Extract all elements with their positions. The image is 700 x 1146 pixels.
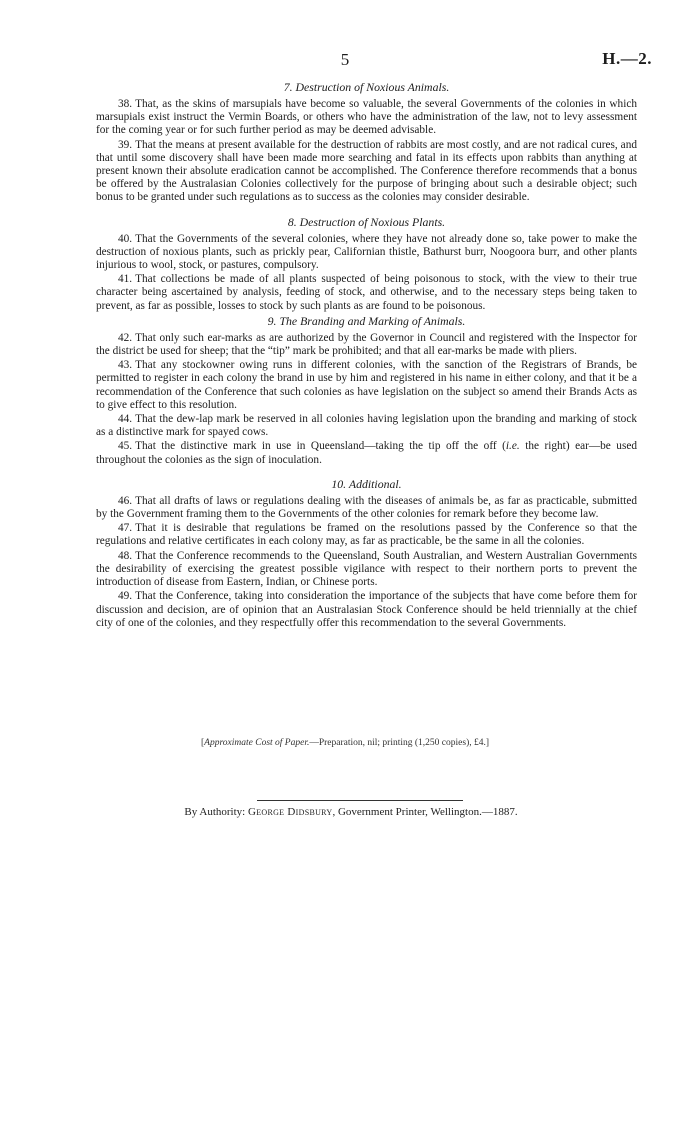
resolution-47 bbox=[96, 522, 637, 548]
footer-divider bbox=[257, 800, 463, 801]
resolution-number: 46. bbox=[118, 494, 133, 507]
resolution-41 bbox=[96, 273, 637, 313]
printer-imprint bbox=[0, 806, 700, 818]
resolution-40 bbox=[96, 233, 637, 273]
cost-of-paper-note: [Approximate Cost of Paper.—Preparation, nil; printing (1,250 copies), £4.] bbox=[200, 738, 490, 748]
resolution-49 bbox=[96, 590, 637, 630]
resolution-number: 39. bbox=[118, 138, 133, 151]
section-destruction-of-noxious-plants bbox=[96, 215, 637, 313]
document-reference: H.—2. bbox=[602, 49, 652, 68]
resolution-number: 45. bbox=[118, 440, 133, 453]
resolution-text: That the means at present available for the destruction of rabbits are most costly, and are not radical cures, and that until some discovery shall have been made more searching and fatal in its effects upon rabbits than anything at present known their absolute eradication cannot be accomplished. The Conference therefore recommends that a bonus be offered by the Australasian Colonies collectively for the purpose of bringing about such a desirable object; such bonus to be granted under such regulations as to success as the colonies may consider desirable. bbox=[96, 138, 637, 204]
cost-label: Approximate Cost of Paper. bbox=[204, 738, 310, 748]
section-heading: 9. The Branding and Marking of Animals. bbox=[267, 313, 466, 328]
resolution-43 bbox=[96, 359, 637, 412]
section-branding-and-marking bbox=[96, 314, 637, 467]
resolution-number: 48. bbox=[118, 549, 133, 562]
resolution-38 bbox=[96, 98, 637, 138]
resolution-number: 42. bbox=[118, 331, 133, 344]
resolution-number: 49. bbox=[118, 590, 133, 603]
resolution-text: That only such ear-marks as are authorized by the Governor in Council and registered with the Inspector for the district be used for sheep; that the “tip” mark be prohibited; and that all ear-marks be made with pliers. bbox=[96, 331, 637, 358]
resolution-39 bbox=[96, 139, 637, 205]
resolution-46 bbox=[96, 495, 637, 521]
document-body bbox=[96, 80, 637, 631]
resolution-42 bbox=[96, 332, 637, 358]
resolution-44 bbox=[96, 413, 637, 439]
resolution-text: That the Governments of the several colonies, where they have not already done so, take power to make the destruction of noxious plants, such as prickly pear, Californian thistle, Bathurst burr, Noogoora burr, and other plants injurious to wool, stock, or pastures, compulsory. bbox=[96, 232, 637, 272]
section-additional bbox=[96, 477, 637, 630]
resolution-number: 43. bbox=[118, 359, 133, 372]
imprint-prefix: By Authority: bbox=[184, 806, 248, 818]
resolution-text: That the dew-lap mark be reserved in all colonies having legislation upon the branding and marking of stock as a distinctive mark for spayed cows. bbox=[96, 413, 637, 439]
resolution-text: That the Conference, taking into consideration the importance of the subjects that have come before them for discussion and decision, are of opinion that an Australasian Stock Conference should be held triennially at the chief city of one of the colonies, and they respectfully offer this recommendation to the several Governments. bbox=[96, 590, 637, 629]
resolution-45 bbox=[96, 440, 637, 466]
cost-text: —Preparation, nil; printing (1,250 copies), £4. bbox=[309, 738, 486, 748]
resolution-number: 44. bbox=[118, 413, 133, 426]
resolution-number: 40. bbox=[118, 232, 133, 245]
resolution-text: That all drafts of laws or regulations dealing with the diseases of animals be, as far as practicable, submitted by the Government framing them to the Governments of the other colonies for remark before they become law. bbox=[96, 494, 637, 521]
resolution-text-italic: i.e. bbox=[505, 440, 520, 453]
resolution-text-before: That the distinctive mark in use in Queensland—taking the tip off the off ( bbox=[135, 440, 506, 453]
resolution-text: That collections be made of all plants suspected of being poisonous to stock, with the view to their true character being ascertained by analysis, feeding of stock, and otherwise, and to the necessary steps being taken to prevent, as far as possible, losses to stock by such plants as are found to be poisonous. bbox=[96, 273, 637, 312]
section-destruction-of-noxious-animals bbox=[96, 80, 637, 205]
resolution-number: 41. bbox=[118, 273, 133, 286]
resolution-48 bbox=[96, 550, 637, 590]
resolution-text: That it is desirable that regulations be framed on the resolutions passed by the Conference so that the regulations and relative certificates in each colony may, as far as practicable, be the same in all the colonies. bbox=[96, 522, 637, 548]
section-heading: 7. Destruction of Noxious Animals. bbox=[283, 80, 450, 94]
resolution-number: 38. bbox=[118, 98, 133, 110]
resolution-text: That any stockowner owing runs in different colonies, with the sanction of the Registrars of Brands, be permitted to register in each colony the brand in use by him and registered in his name in either colony, and that it be a recommendation of the Conference that such colonies as have legislation on the subject so amend their Brands Acts as to give effect to this resolution. bbox=[96, 359, 637, 411]
resolution-text: That the Conference recommends to the Queensland, South Australian, and Western Australian Governments the desirability of exercising the greatest possible vigilance with respect to their northern ports to prevent the introduction of disease from Eastern, Indian, or Chinese ports. bbox=[96, 549, 637, 589]
section-heading: 8. Destruction of Noxious Plants. bbox=[287, 214, 446, 229]
resolution-text: That, as the skins of marsupials have become so valuable, the several Governments of the colonies in which marsupials exist instruct the Vermin Boards, or others who have the administration of the law, not to levy assessment for the coming year or for such further period as may be deemed advisable. bbox=[96, 98, 637, 137]
page-number: 5 bbox=[340, 50, 350, 69]
section-heading: 10. Additional. bbox=[331, 476, 402, 491]
printer-name: George Didsbury bbox=[247, 806, 333, 818]
imprint-suffix: , Government Printer, Wellington.—1887. bbox=[332, 806, 518, 818]
resolution-number: 47. bbox=[118, 522, 133, 535]
resolution-text-after: the right) ear—be used throughout the colonies as the sign of inoculation. bbox=[96, 440, 638, 466]
